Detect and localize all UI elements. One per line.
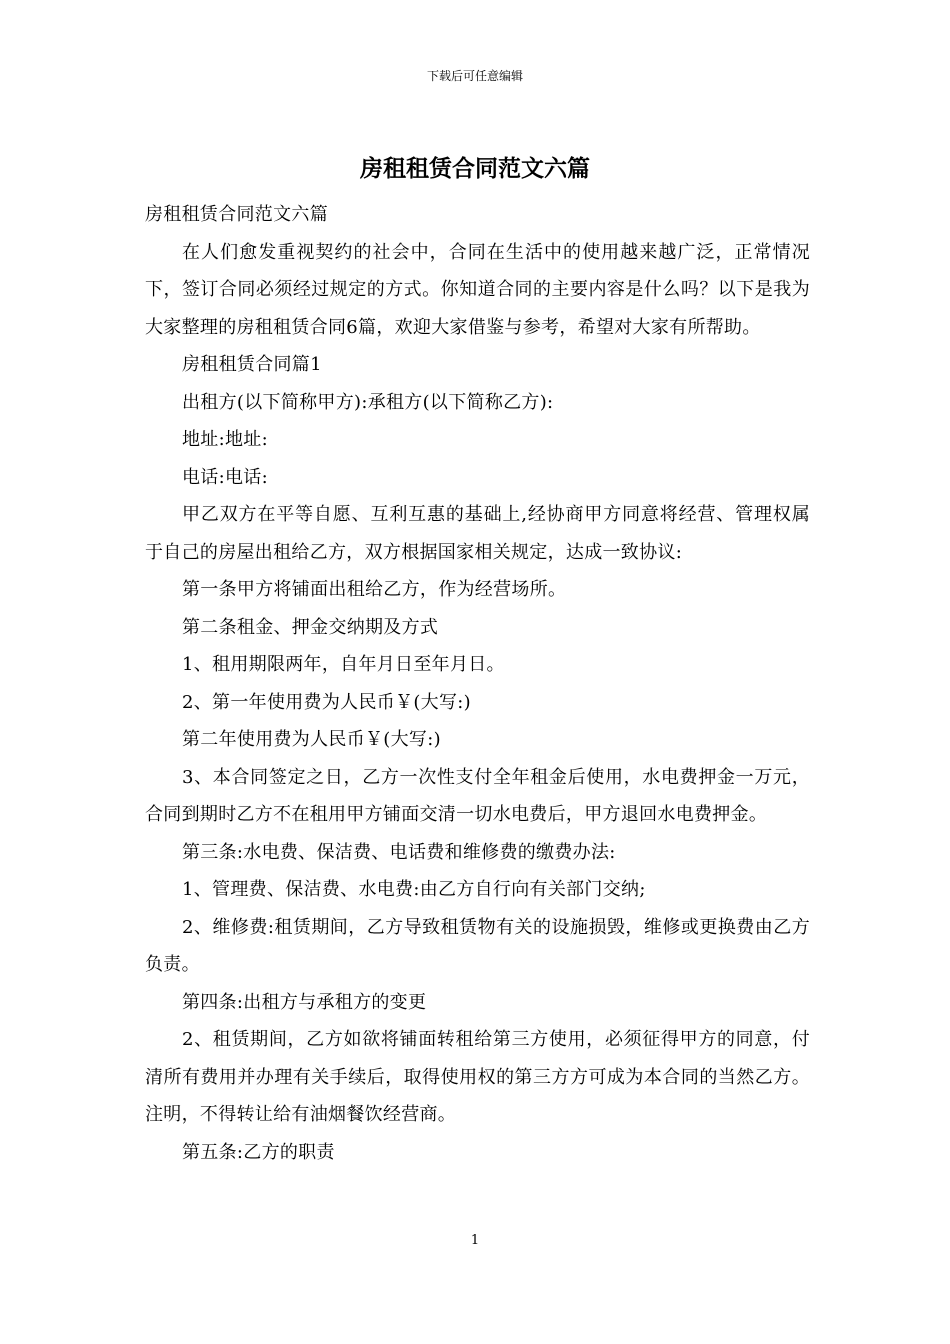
document-body — [145, 196, 810, 1171]
paragraph-maintenance-fees: 2、维修费:租赁期间，乙方导致租赁物有关的设施损毁，维修或更换费由乙方负责。 — [145, 916, 810, 975]
page-number: 1 — [470, 1233, 480, 1248]
paragraph-phone: 电话:电话: — [182, 466, 268, 488]
paragraph-article-5: 第五条:乙方的职责 — [182, 1141, 335, 1163]
paragraph-first-year-fee: 2、第一年使用费为人民币￥(大写:) — [182, 691, 471, 713]
paragraph-agreement-basis: 甲乙双方在平等自愿、互利互惠的基础上,经协商甲方同意将经营、管理权属于自己的房屋出租给乙方，双方根据国家相关规定，达成一致协议: — [145, 504, 810, 563]
paragraph-subtitle: 房租租赁合同范文六篇 — [145, 204, 328, 225]
paragraph-contract-heading: 房租租赁合同篇1 — [182, 354, 322, 375]
paragraph-article-4: 第四条:出租方与承租方的变更 — [182, 991, 427, 1013]
paragraph-management-fees: 1、管理费、保洁费、水电费:由乙方自行向有关部门交纳; — [182, 879, 646, 900]
paragraph-deposit: 3、本合同签定之日，乙方一次性支付全年租金后使用，水电费押金一万元，合同到期时乙方不在租用甲方铺面交清一切水电费后，甲方退回水电费押金。 — [145, 766, 810, 825]
paragraph-second-year-fee: 第二年使用费为人民币￥(大写:) — [182, 729, 441, 750]
paragraph-article-2: 第二条租金、押金交纳期及方式 — [182, 616, 439, 638]
paragraph-intro: 在人们愈发重视契约的社会中，合同在生活中的使用越来越广泛，正常情况下，签订合同必须经过规定的方式。你知道合同的主要内容是什么吗？以下是我为大家整理的房租租赁合同6篇，欢迎大家借鉴与参考，希望对大家有所帮助。 — [145, 241, 810, 338]
paragraph-address: 地址:地址: — [182, 429, 268, 450]
paragraph-article-1: 第一条甲方将铺面出租给乙方，作为经营场所。 — [182, 579, 567, 600]
paragraph-sublease: 2、租赁期间，乙方如欲将铺面转租给第三方使用，必须征得甲方的同意，付清所有费用并办理有关手续后，取得使用权的第三方方可成为本合同的当然乙方。注明，不得转让给有油烟餐饮经营商。 — [145, 1029, 810, 1125]
page-header: 下载后可任意编辑 — [426, 69, 523, 83]
paragraph-term: 1、租用期限两年，自年月日至年月日。 — [182, 654, 505, 675]
paragraph-parties: 出租方(以下简称甲方):承租方(以下简称乙方): — [182, 391, 554, 413]
document-title: 房租租赁合同范文六篇 — [360, 155, 590, 182]
paragraph-article-3: 第三条:水电费、保洁费、电话费和维修费的缴费办法: — [182, 841, 616, 863]
